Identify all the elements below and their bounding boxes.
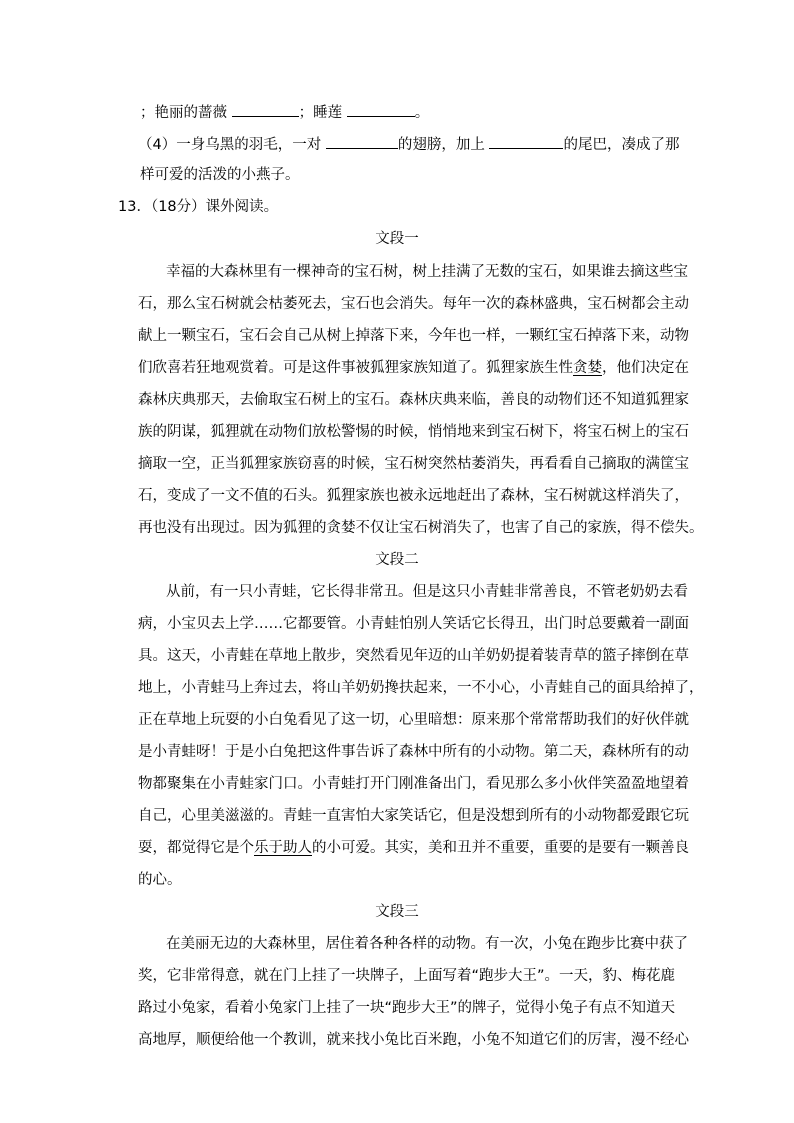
passage-3-title: 文段三 bbox=[375, 904, 419, 920]
passage-1-line: 森林庆典那天，去偷取宝石树上的宝石。森林庆典来临，善良的动物们还不知道狐狸家 bbox=[138, 392, 689, 408]
passage-3-line: 路过小兔家，看着小兔家门上挂了一块“跑步大王”的牌子，觉得小兔子有点不知道天 bbox=[138, 1000, 676, 1016]
passage-2-line: 的心。 bbox=[138, 872, 182, 888]
passage-1-line: 们欣喜若狂地观赏着。可是这件事被狐狸家族知道了。狐狸家族生性贪婪，他们决定在 bbox=[138, 360, 689, 376]
passage-2-line: 自己，心里美滋滋的。青蛙一直害怕大家笑话它，但是没想到所有的小动物都爱跟它玩 bbox=[138, 808, 689, 824]
passage-1-line: 幸福的大森林里有一棵神奇的宝石树，树上挂满了无数的宝石，如果谁去摘这些宝 bbox=[166, 264, 688, 280]
passage-1-line: 族的阴谋，狐狸就在动物们放松警惕的时候，悄悄地来到宝石树下，将宝石树上的宝石 bbox=[138, 424, 689, 440]
underlined-word: 乐于助人 bbox=[254, 840, 312, 856]
answer-blank[interactable] bbox=[347, 102, 415, 117]
passage-2-line: 地上，小青蛙马上奔过去，将山羊奶奶搀扶起来，一不小心，小青蛙自己的面具给掉了， bbox=[138, 680, 704, 696]
passage-1-line: 石，变成了一文不值的石头。狐狸家族也被永远地赶出了森林，宝石树就这样消失了， bbox=[138, 488, 689, 504]
passage-2-title: 文段二 bbox=[375, 552, 419, 568]
answer-blank[interactable] bbox=[326, 134, 398, 149]
passage-2-line: 是小青蛙呀！于是小白兔把这件事告诉了森林中所有的小动物。第二天，森林所有的动 bbox=[138, 744, 689, 760]
passage-3-line: 在美丽无边的大森林里，居住着各种各样的动物。有一次，小兔在跑步比赛中获了 bbox=[166, 936, 688, 952]
passage-1-line: 献上一颗宝石，宝石会自己从树上掉落下来，今年也一样，一颗红宝石掉落下来，动物 bbox=[138, 328, 689, 344]
underlined-word: 贪婪 bbox=[573, 360, 602, 376]
q12-item-4-line-2: 样可爱的活泼的小燕子。 bbox=[140, 167, 300, 183]
passage-1-line: 石，那么宝石树就会枯萎死去，宝石也会消失。每年一次的森林盛典，宝石树都会主动 bbox=[138, 296, 689, 312]
q12-item-4: （4）一身乌黑的羽毛，一对 的翅膀，加上 的尾巴，凑成了那 bbox=[138, 134, 679, 155]
question-13-header: 13．（18分）课外阅读。 bbox=[118, 199, 279, 215]
passage-3-line: 高地厚，顺便给他一个教训，就来找小兔比百米跑，小兔不知道它们的厉害，漫不经心 bbox=[138, 1032, 689, 1048]
passage-1-line: 摘取一空，正当狐狸家族窃喜的时候，宝石树突然枯萎消失，再看看自己摘取的满筐宝 bbox=[138, 456, 689, 472]
passage-2-line: 物都聚集在小青蛙家门口。小青蛙打开门刚准备出门，看见那么多小伙伴笑盈盈地望着 bbox=[138, 776, 689, 792]
passage-2-line: 正在草地上玩耍的小白兔看见了这一切，心里暗想：原来那个常常帮助我们的好伙伴就 bbox=[138, 712, 689, 728]
passage-3-line: 奖，它非常得意，就在门上挂了一块牌子，上面写着“跑步大王”。一天，豹、梅花鹿 bbox=[138, 968, 676, 984]
passage-1-line: 再也没有出现过。因为狐狸的贪婪不仅让宝石树消失了，也害了自己的家族，得不偿失。 bbox=[138, 520, 704, 536]
passage-2-line: 从前，有一只小青蛙，它长得非常丑。但是这只小青蛙非常善良，不管老奶奶去看 bbox=[166, 584, 688, 600]
passage-2-line: 具。这天，小青蛙在草地上散步，突然看见年迈的山羊奶奶提着装青草的篮子摔倒在草 bbox=[138, 648, 689, 664]
answer-blank[interactable] bbox=[489, 134, 563, 149]
passage-2-line: 病，小宝贝去上学……它都要管。小青蛙怕别人笑话它长得丑，出门时总要戴着一副面 bbox=[138, 616, 689, 632]
answer-blank[interactable] bbox=[232, 102, 299, 117]
q12-line-1: ；艳丽的蔷薇 ；睡莲 。 bbox=[140, 102, 429, 123]
passage-2-line: 耍，都觉得它是个乐于助人的小可爱。其实，美和丑并不重要，重要的是要有一颗善良 bbox=[138, 840, 689, 856]
passage-1-title: 文段一 bbox=[375, 231, 419, 247]
